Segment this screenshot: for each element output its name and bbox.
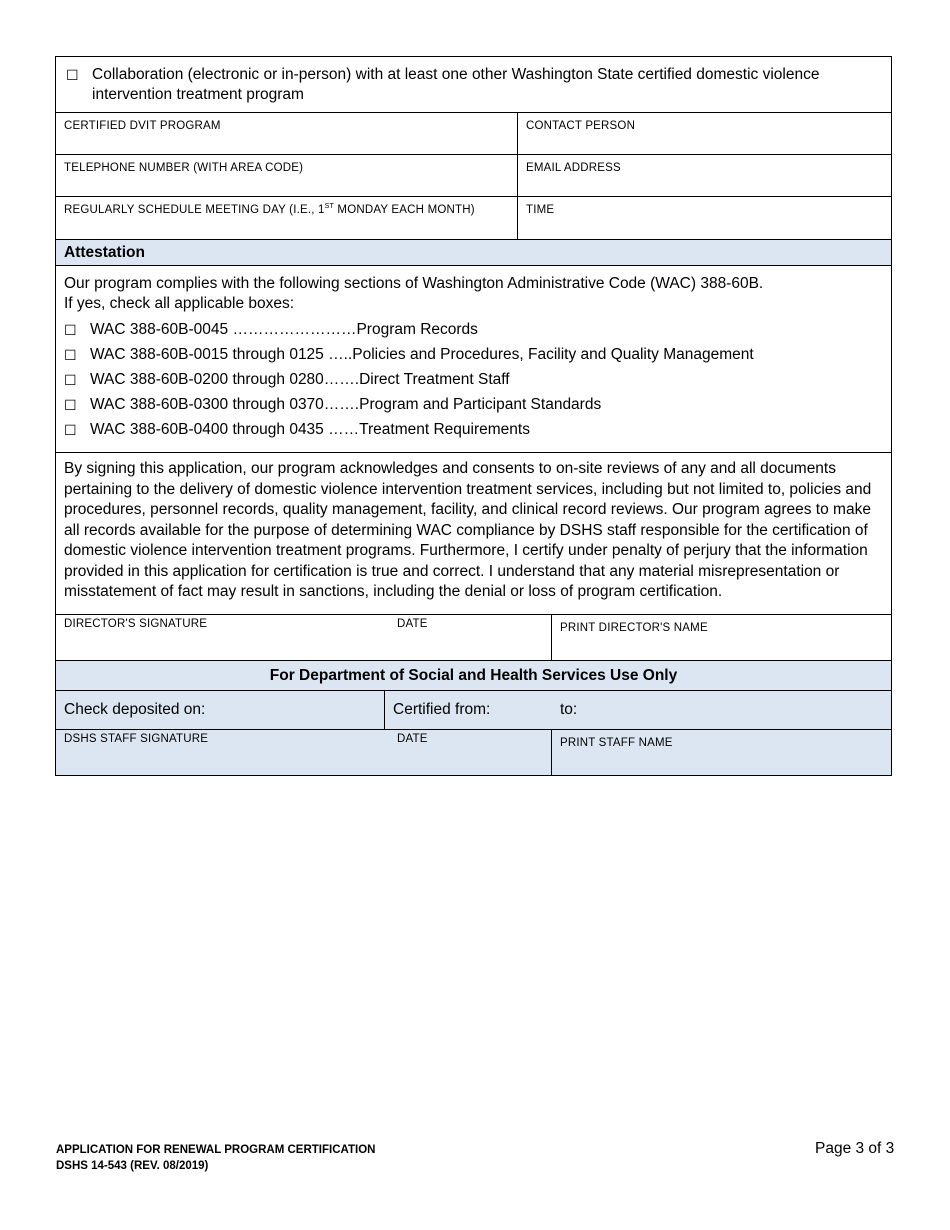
staff-name-label: PRINT STAFF NAME bbox=[560, 737, 673, 749]
staff-signature-field[interactable] bbox=[56, 730, 551, 775]
wac-description: Program Records bbox=[356, 321, 478, 338]
attestation-heading: Attestation bbox=[56, 240, 891, 266]
director-signature-label: DIRECTOR'S SIGNATURE bbox=[64, 618, 208, 630]
wac-section: WAC 388-60B-0400 through 0435 …… bbox=[90, 421, 360, 438]
wac-item bbox=[64, 395, 883, 415]
attestation-intro-line1: Our program complies with the following sections of Washington Administrative Code (WAC) 388-60B. bbox=[64, 275, 764, 292]
wac-description: Direct Treatment Staff bbox=[359, 371, 510, 388]
wac-item bbox=[64, 320, 883, 340]
page-number: Page 3 of 3 bbox=[815, 1140, 895, 1157]
collaboration-text-line2: intervention treatment program bbox=[92, 86, 304, 103]
staff-name-field[interactable] bbox=[551, 730, 891, 775]
contact-person-label: CONTACT PERSON bbox=[526, 120, 636, 132]
program-contact-row bbox=[56, 113, 891, 155]
wac-section: WAC 388-60B-0045 …………………… bbox=[90, 321, 357, 338]
collaboration-row bbox=[56, 57, 891, 113]
wac-checkbox[interactable]: ☐ bbox=[64, 347, 77, 363]
email-field[interactable] bbox=[517, 155, 891, 196]
form-number: DSHS 14-543 (REV. 08/2019) bbox=[56, 1160, 209, 1172]
wac-section: WAC 388-60B-0300 through 0370……. bbox=[90, 396, 360, 413]
certified-program-label: CERTIFIED DVIT PROGRAM bbox=[64, 120, 221, 132]
check-deposited-label: Check deposited on: bbox=[64, 701, 206, 718]
form-footer bbox=[56, 1142, 375, 1174]
certified-to-label: to: bbox=[560, 701, 578, 718]
wac-item bbox=[64, 420, 883, 440]
certification-form bbox=[55, 56, 892, 776]
meeting-row bbox=[56, 197, 891, 240]
director-name-field[interactable] bbox=[551, 615, 891, 660]
email-label: EMAIL ADDRESS bbox=[526, 162, 621, 174]
wac-section: WAC 388-60B-0200 through 0280……. bbox=[90, 371, 360, 388]
consent-row bbox=[56, 453, 891, 615]
wac-description: Policies and Procedures, Facility and Quality Management bbox=[352, 346, 754, 363]
collaboration-checkbox[interactable]: ☐ bbox=[66, 67, 79, 83]
form-title: APPLICATION FOR RENEWAL PROGRAM CERTIFICATION bbox=[56, 1144, 376, 1156]
wac-checkbox[interactable]: ☐ bbox=[64, 372, 77, 388]
director-signature-field[interactable] bbox=[56, 615, 551, 660]
attestation-checklist bbox=[56, 266, 891, 453]
wac-item bbox=[64, 370, 883, 390]
wac-description: Program and Participant Standards bbox=[359, 396, 602, 413]
dshs-check-row bbox=[56, 691, 891, 730]
director-name-label: PRINT DIRECTOR'S NAME bbox=[560, 622, 708, 634]
certified-range-field[interactable] bbox=[384, 691, 891, 729]
wac-description: Treatment Requirements bbox=[359, 421, 530, 438]
director-signature-row bbox=[56, 615, 891, 661]
wac-section: WAC 388-60B-0015 through 0125 ….. bbox=[90, 346, 353, 363]
staff-date-label: DATE bbox=[397, 733, 428, 745]
time-field[interactable] bbox=[517, 197, 891, 239]
certified-from-label: Certified from: bbox=[393, 701, 491, 718]
phone-email-row bbox=[56, 155, 891, 197]
wac-checkbox[interactable]: ☐ bbox=[64, 397, 77, 413]
consent-paragraph: By signing this application, our program acknowledges and consents to on-site reviews of any and all documents pertaining to the delivery of domestic violence intervention treatment services, including but not limited to, policies and procedures, personnel records, quality management, facility, and clinical record reviews. Our program agrees to make all records available for the purpose of determining WAC compliance by DSHS staff responsible for the certification of domestic violence intervention treatment programs. Furthermore, I certify under penalty of perjury that the information provided in this application for certification is true and correct. I understand that any material misrepresentation or misstatement of fact may result in sanctions, including the denial or loss of program certification. bbox=[64, 460, 872, 600]
telephone-field[interactable] bbox=[56, 155, 517, 196]
director-date-label: DATE bbox=[397, 618, 428, 630]
collaboration-text-line1: Collaboration (electronic or in-person) with at least one other Washington State certified domestic violence bbox=[92, 66, 820, 83]
meeting-day-field[interactable] bbox=[56, 197, 517, 239]
staff-signature-row bbox=[56, 730, 891, 775]
telephone-label: TELEPHONE NUMBER (WITH AREA CODE) bbox=[64, 162, 304, 174]
wac-item bbox=[64, 345, 883, 365]
wac-checkbox[interactable]: ☐ bbox=[64, 422, 77, 438]
dshs-heading: For Department of Social and Health Services Use Only bbox=[56, 661, 891, 691]
contact-person-field[interactable] bbox=[517, 113, 891, 154]
check-deposited-field[interactable] bbox=[56, 691, 384, 729]
time-label: TIME bbox=[526, 204, 555, 216]
staff-signature-label: DSHS STAFF SIGNATURE bbox=[64, 733, 209, 745]
meeting-day-label: REGULARLY SCHEDULE MEETING DAY (I.E., 1ST MONDAY EACH MONTH) bbox=[64, 203, 475, 216]
attestation-intro-line2: If yes, check all applicable boxes: bbox=[64, 295, 295, 312]
certified-program-field[interactable] bbox=[56, 113, 517, 154]
wac-checkbox[interactable]: ☐ bbox=[64, 322, 77, 338]
